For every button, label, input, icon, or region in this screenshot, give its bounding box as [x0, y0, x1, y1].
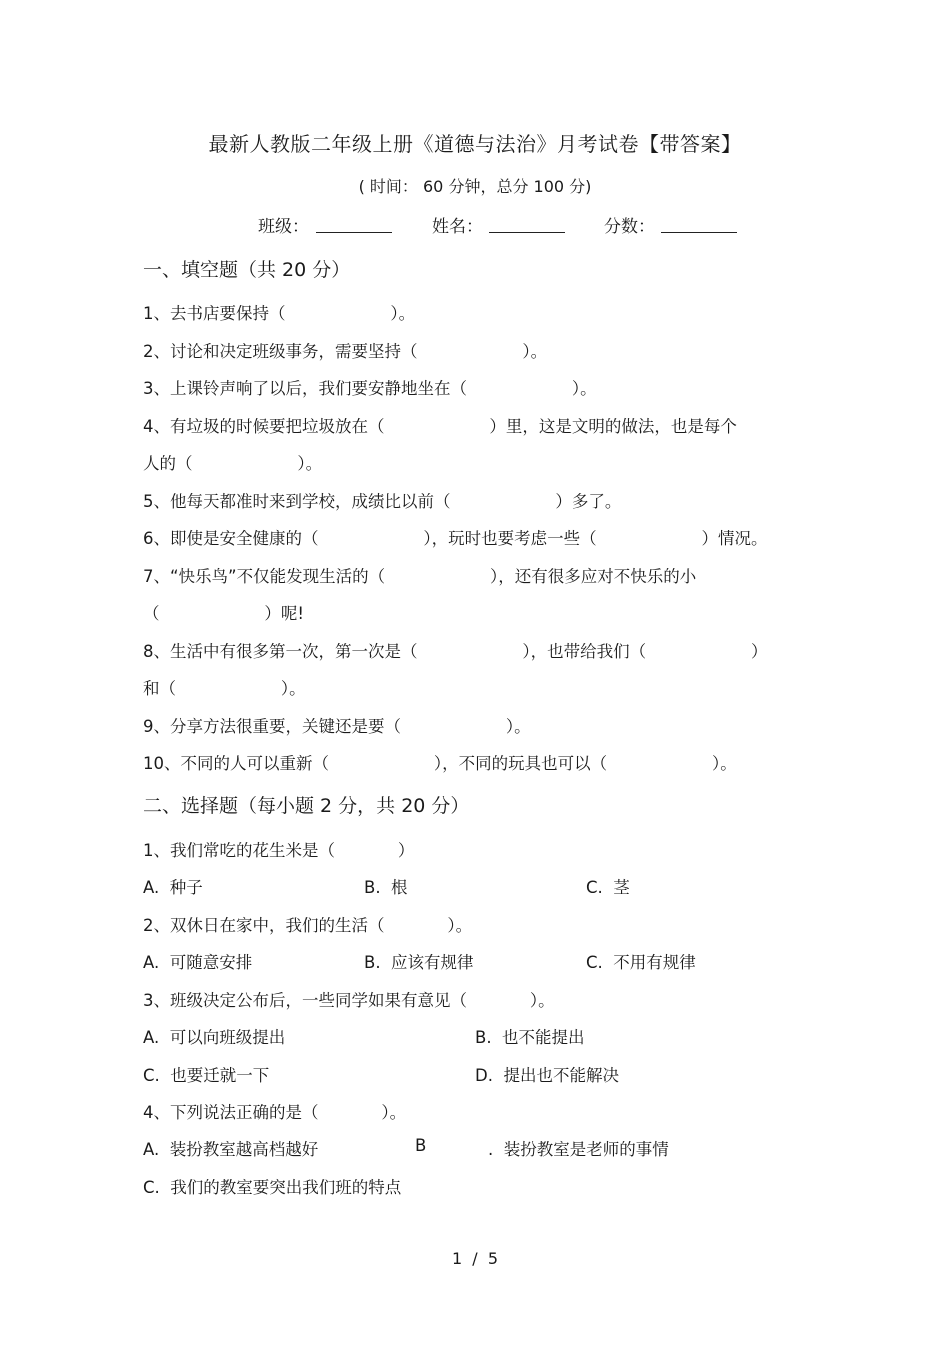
choice-question: 3、班级决定公布后，一些同学如果有意见（ ）。: [143, 991, 555, 1010]
choice-question: 1、我们常吃的花生米是（ ）: [143, 841, 415, 860]
fill-question: 1、去书店要保持（ ）。: [143, 304, 416, 323]
fill-question-cont: （ ）呢!: [143, 604, 305, 623]
class-blank[interactable]: [316, 232, 392, 233]
option-d[interactable]: D. 提出也不能解决: [475, 1066, 619, 1085]
name-label: 姓名：: [432, 217, 483, 237]
fill-question: 5、他每天都准时来到学校，成绩比以前（ ）多了。: [143, 492, 622, 511]
fill-question: 6、即使是安全健康的（ ），玩时也要考虑一些（ ）情况。: [143, 529, 768, 548]
fill-question: 8、生活中有很多第一次，第一次是（ ），也带给我们（ ）: [143, 642, 768, 661]
class-label: 班级：: [258, 217, 309, 237]
fill-question-cont: 人的（ ）。: [143, 454, 323, 473]
option-c[interactable]: C. 也要迁就一下: [143, 1066, 270, 1085]
name-blank[interactable]: [489, 232, 565, 233]
option-a[interactable]: A. 可随意安排: [143, 953, 253, 972]
option-a[interactable]: A. 可以向班级提出: [143, 1028, 286, 1047]
choice-question: 4、下列说法正确的是（ ）。: [143, 1103, 407, 1122]
option-a[interactable]: A. 种子: [143, 878, 203, 897]
fill-question: 10、不同的人可以重新（ ），不同的玩具也可以（ ）。: [143, 754, 737, 773]
fill-question: 4、有垃圾的时候要把垃圾放在（ ）里，这是文明的做法，也是每个: [143, 417, 737, 436]
option-b[interactable]: B. 根: [364, 878, 408, 897]
option-a[interactable]: A. 装扮教室越高档越好: [143, 1140, 319, 1159]
choice-question: 2、双休日在家中，我们的生活（ ）。: [143, 916, 473, 935]
option-b[interactable]: B. 应该有规律: [364, 953, 474, 972]
fill-question: 7、“快乐鸟”不仅能发现生活的（ ），还有很多应对不快乐的小: [143, 567, 697, 586]
page-title: 最新人教版二年级上册《道德与法治》月考试卷【带答案】: [208, 132, 742, 156]
fill-question: 9、分享方法很重要，关键还是要（ ）。: [143, 717, 531, 736]
option-b[interactable]: B. 也不能提出: [475, 1028, 585, 1047]
score-blank[interactable]: [661, 232, 737, 233]
section-heading: 一、填空题（共 20 分）: [143, 259, 351, 281]
fill-question-cont: 和（ ）。: [143, 679, 306, 698]
score-label: 分数：: [604, 217, 655, 237]
fill-question: 3、上课铃声响了以后，我们要安静地坐在（ ）。: [143, 379, 597, 398]
exam-meta: ( 时间： 60 分钟，总分 100 分): [358, 177, 592, 196]
section-heading: 二、选择题（每小题 2 分，共 20 分）: [143, 795, 470, 817]
option-c[interactable]: C. 不用有规律: [586, 953, 696, 972]
option-c[interactable]: C. 我们的教室要突出我们班的特点: [143, 1178, 402, 1197]
option-b[interactable]: . 装扮教室是老师的事情: [488, 1140, 669, 1159]
option-c[interactable]: C. 茎: [586, 878, 630, 897]
page-number: 1 / 5: [451, 1249, 499, 1268]
fill-question: 2、讨论和决定班级事务，需要坚持（ ）。: [143, 342, 548, 361]
option-b-letter[interactable]: B: [415, 1136, 427, 1155]
